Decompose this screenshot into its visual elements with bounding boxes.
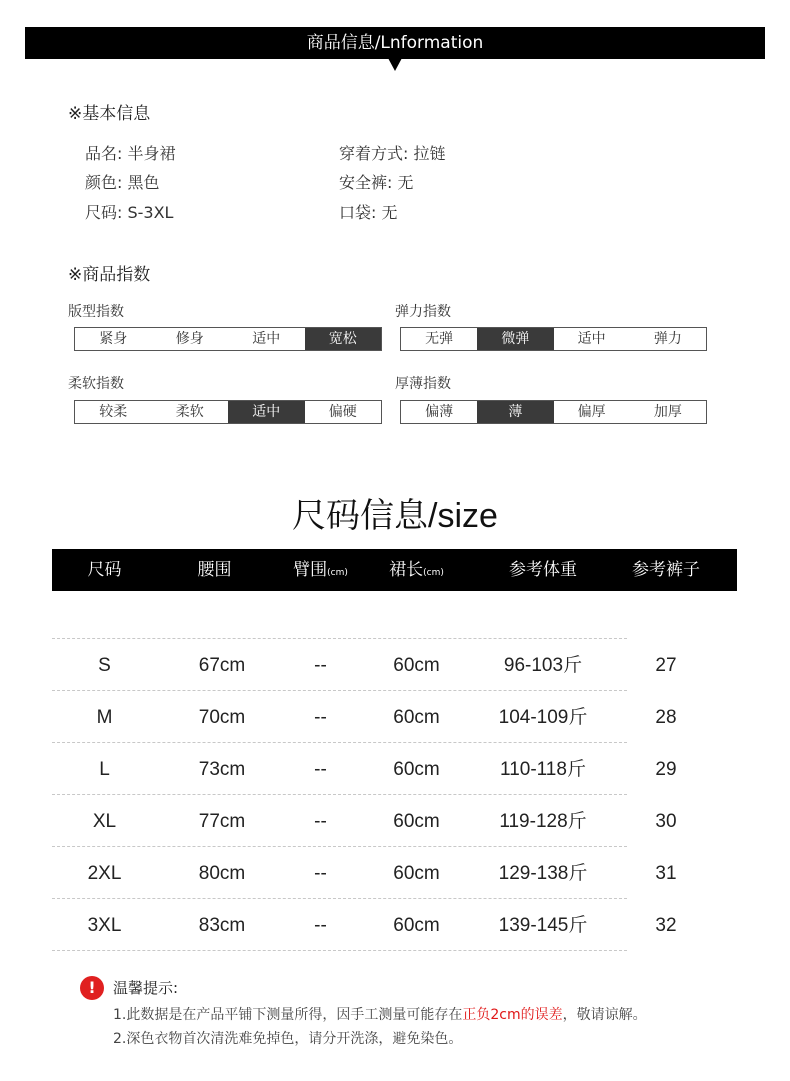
cell-arm: -- [314, 863, 327, 884]
fit-index-scale [74, 327, 382, 351]
info-product-name: 品名: 半身裙 [85, 144, 176, 163]
basic-info-title: ※基本信息 [68, 104, 151, 124]
index-option: 偏厚 [577, 404, 606, 420]
th-length-unit: (cm) [423, 568, 444, 578]
index-option: 较柔 [99, 404, 128, 420]
cell-pants: 30 [655, 811, 677, 832]
size-title: 尺码信息/size [292, 497, 498, 535]
th-pants: 参考裤子 [632, 560, 700, 580]
softness-index-label: 柔软指数 [68, 376, 124, 392]
cell-waist: 67cm [198, 655, 246, 676]
th-arm-unit: (cm) [327, 568, 348, 578]
tip-line-1-highlight: 正负2cm的误差 [462, 1007, 563, 1023]
th-size: 尺码 [87, 560, 122, 580]
exclamation-icon: ! [80, 976, 104, 1000]
tip-line-1-a: 1.此数据是在产品平铺下测量所得，因手工测量可能存在 [113, 1007, 463, 1023]
row-divider [52, 950, 627, 951]
cell-pants: 27 [655, 655, 677, 676]
cell-length: 60cm [393, 707, 440, 728]
cell-arm: -- [314, 915, 327, 936]
th-arm [268, 549, 373, 591]
index-option: 偏硬 [328, 404, 357, 420]
thickness-index-label: 厚薄指数 [395, 376, 451, 392]
row-divider [52, 898, 627, 899]
cell-size: 3XL [87, 915, 122, 936]
cell-pants: 31 [655, 863, 677, 884]
index-option: 偏薄 [425, 404, 454, 420]
index-option: 修身 [175, 331, 204, 347]
info-size-range: 尺码: S-3XL [85, 203, 174, 222]
info-safety-shorts: 安全裤: 无 [339, 173, 414, 192]
cell-size: S [98, 655, 111, 676]
softness-index-scale [74, 400, 382, 424]
th-waist: 腰围 [197, 560, 232, 580]
index-option: 适中 [252, 331, 281, 347]
cell-weight: 119-128斤 [499, 811, 587, 832]
cell-weight: 104-109斤 [498, 707, 588, 728]
stretch-index-label: 弹力指数 [395, 304, 451, 320]
th-arm-label: 臂围 [293, 560, 328, 580]
cell-arm: -- [314, 707, 327, 728]
cell-pants: 32 [655, 915, 677, 936]
index-option: 柔软 [175, 404, 204, 420]
cell-waist: 70cm [198, 707, 246, 728]
index-option: 薄 [477, 401, 553, 423]
cell-size: 2XL [87, 863, 122, 884]
cell-length: 60cm [393, 915, 440, 936]
cell-waist: 77cm [198, 811, 246, 832]
cell-weight: 96-103斤 [503, 655, 583, 676]
cell-size: M [96, 707, 113, 728]
fit-index-label: 版型指数 [68, 304, 124, 320]
row-divider [52, 690, 627, 691]
index-option: 微弹 [477, 328, 553, 350]
cell-arm: -- [314, 811, 327, 832]
index-option: 适中 [228, 401, 305, 423]
index-option: 加厚 [653, 404, 682, 420]
cell-size: L [99, 759, 110, 780]
th-length-label: 裙长 [389, 560, 424, 580]
cell-length: 60cm [393, 811, 440, 832]
row-divider [52, 846, 627, 847]
cell-pants: 28 [655, 707, 677, 728]
cell-length: 60cm [393, 863, 440, 884]
row-divider [52, 794, 627, 795]
cell-size: XL [92, 811, 117, 832]
index-option: 弹力 [653, 331, 682, 347]
th-weight: 参考体重 [509, 560, 577, 580]
cell-arm: -- [314, 759, 327, 780]
index-option: 适中 [577, 331, 606, 347]
th-length [364, 549, 469, 591]
tip-line-2: 2.深色衣物首次清洗难免掉色，请分开洗涤，避免染色。 [113, 1031, 463, 1047]
tips-title: 温馨提示: [113, 979, 179, 997]
cell-length: 60cm [393, 655, 440, 676]
cell-waist: 73cm [198, 759, 246, 780]
cell-weight: 129-138斤 [498, 863, 588, 884]
cell-weight: 110-118斤 [500, 759, 586, 780]
cell-arm: -- [314, 655, 327, 676]
tip-line-1 [113, 1004, 647, 1024]
cell-weight: 139-145斤 [498, 915, 588, 936]
indices-title: ※商品指数 [68, 265, 151, 285]
tip-line-1-b: ，敬请谅解。 [562, 1007, 647, 1023]
info-pockets: 口袋: 无 [339, 203, 398, 222]
index-option: 宽松 [305, 328, 382, 350]
cell-waist: 80cm [198, 863, 246, 884]
header-title: 商品信息/Lnformation [306, 33, 484, 53]
row-divider [52, 742, 627, 743]
index-option: 无弹 [425, 331, 454, 347]
stretch-index-scale [400, 327, 707, 351]
header-arrow-icon [388, 58, 402, 71]
cell-pants: 29 [655, 759, 677, 780]
cell-length: 60cm [393, 759, 440, 780]
thickness-index-scale [400, 400, 707, 424]
index-option: 紧身 [99, 331, 128, 347]
row-divider [52, 638, 627, 639]
info-color: 颜色: 黑色 [85, 173, 160, 192]
cell-waist: 83cm [198, 915, 246, 936]
info-closure: 穿着方式: 拉链 [339, 144, 446, 163]
